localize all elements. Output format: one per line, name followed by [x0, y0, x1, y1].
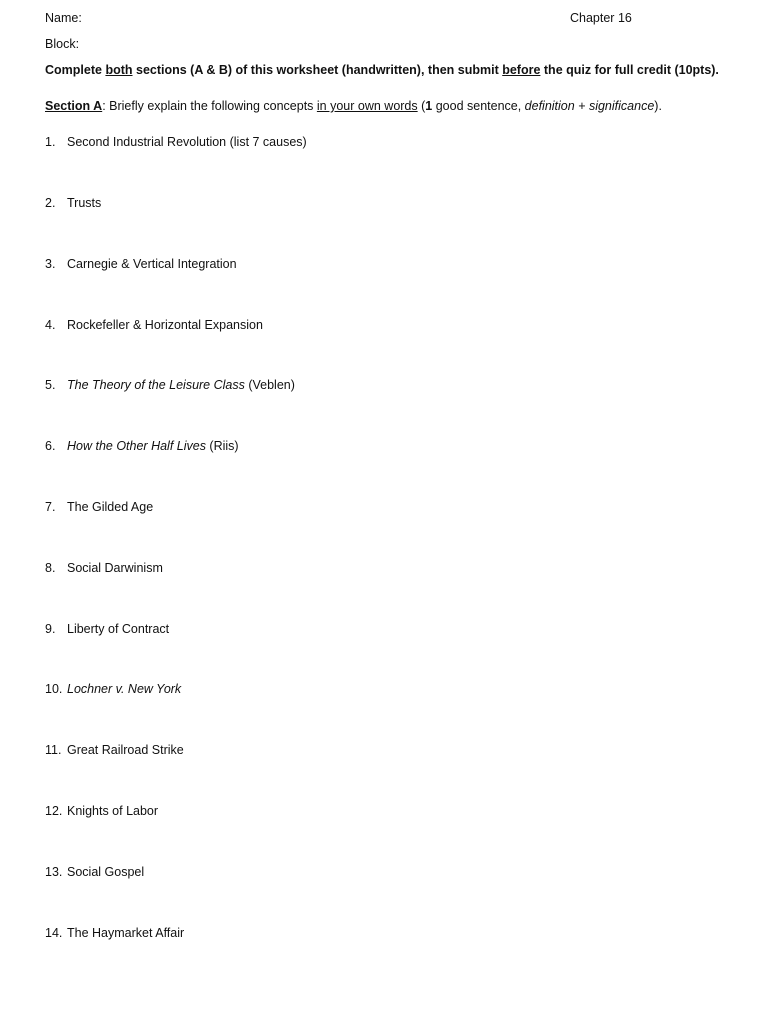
section-a-heading	[45, 98, 662, 114]
chapter-label: Chapter 16	[570, 11, 632, 25]
item-number: 10.	[45, 682, 63, 696]
item-number: 13.	[45, 865, 63, 879]
list-item	[45, 438, 239, 454]
section-a-definition: definition + significance	[524, 99, 655, 113]
item-text: Second Industrial Revolution (list 7 causes)	[67, 135, 307, 149]
item-text: (Riis)	[205, 439, 239, 453]
list-item	[45, 256, 237, 272]
item-text: Great Railroad Strike	[67, 743, 184, 757]
section-a-text3: good sentence,	[432, 99, 525, 113]
instructions-before: before	[502, 63, 541, 77]
item-number: 6.	[45, 439, 56, 453]
instructions-both: both	[105, 63, 133, 77]
block-label: Block:	[45, 37, 80, 51]
item-title-italic: The Theory of the Leisure Class	[67, 378, 245, 392]
item-number: 1.	[45, 135, 56, 149]
section-a-own-words: in your own words	[316, 99, 418, 113]
list-item	[45, 134, 307, 150]
item-text: Social Gospel	[67, 865, 145, 879]
item-number: 4.	[45, 318, 56, 332]
section-a-text1: : Briefly explain the following concepts	[102, 99, 317, 113]
item-number: 11.	[45, 743, 62, 757]
list-item	[45, 621, 169, 637]
item-text: Liberty of Contract	[67, 622, 170, 636]
section-a-text4: ).	[654, 99, 662, 113]
list-item	[45, 925, 184, 941]
item-number: 9.	[45, 622, 56, 636]
item-text: Carnegie & Vertical Integration	[67, 257, 237, 271]
item-number: 7.	[45, 500, 56, 514]
item-text: Knights of Labor	[67, 804, 159, 818]
section-a-text2: (	[417, 99, 426, 113]
name-label: Name:	[45, 11, 82, 25]
section-a-one: 1	[425, 99, 433, 113]
item-title-italic: How the Other Half Lives	[67, 439, 206, 453]
instructions-part2: sections (A & B) of this worksheet (handwritten), then submit	[132, 63, 503, 77]
item-title-italic: Lochner v. New York	[67, 682, 182, 696]
list-item	[45, 377, 295, 393]
instructions	[45, 62, 719, 78]
item-number: 14.	[45, 926, 63, 940]
item-text: The Haymarket Affair	[67, 926, 185, 940]
item-text: Trusts	[67, 196, 102, 210]
section-a-label: Section A	[45, 99, 103, 113]
list-item	[45, 681, 181, 697]
item-number: 8.	[45, 561, 56, 575]
list-item	[45, 317, 263, 333]
list-item	[45, 742, 184, 758]
item-text: (Veblen)	[244, 378, 295, 392]
list-item	[45, 864, 144, 880]
item-text: The Gilded Age	[67, 500, 154, 514]
item-number: 12.	[45, 804, 63, 818]
item-text: Rockefeller & Horizontal Expansion	[67, 318, 263, 332]
list-item	[45, 803, 158, 819]
list-item	[45, 499, 153, 515]
instructions-part3: the quiz for full credit (10pts).	[540, 63, 719, 77]
list-item	[45, 195, 101, 211]
item-number: 2.	[45, 196, 56, 210]
item-number: 3.	[45, 257, 56, 271]
list-item	[45, 560, 163, 576]
item-number: 5.	[45, 378, 56, 392]
instructions-part1: Complete	[45, 63, 106, 77]
item-text: Social Darwinism	[67, 561, 163, 575]
